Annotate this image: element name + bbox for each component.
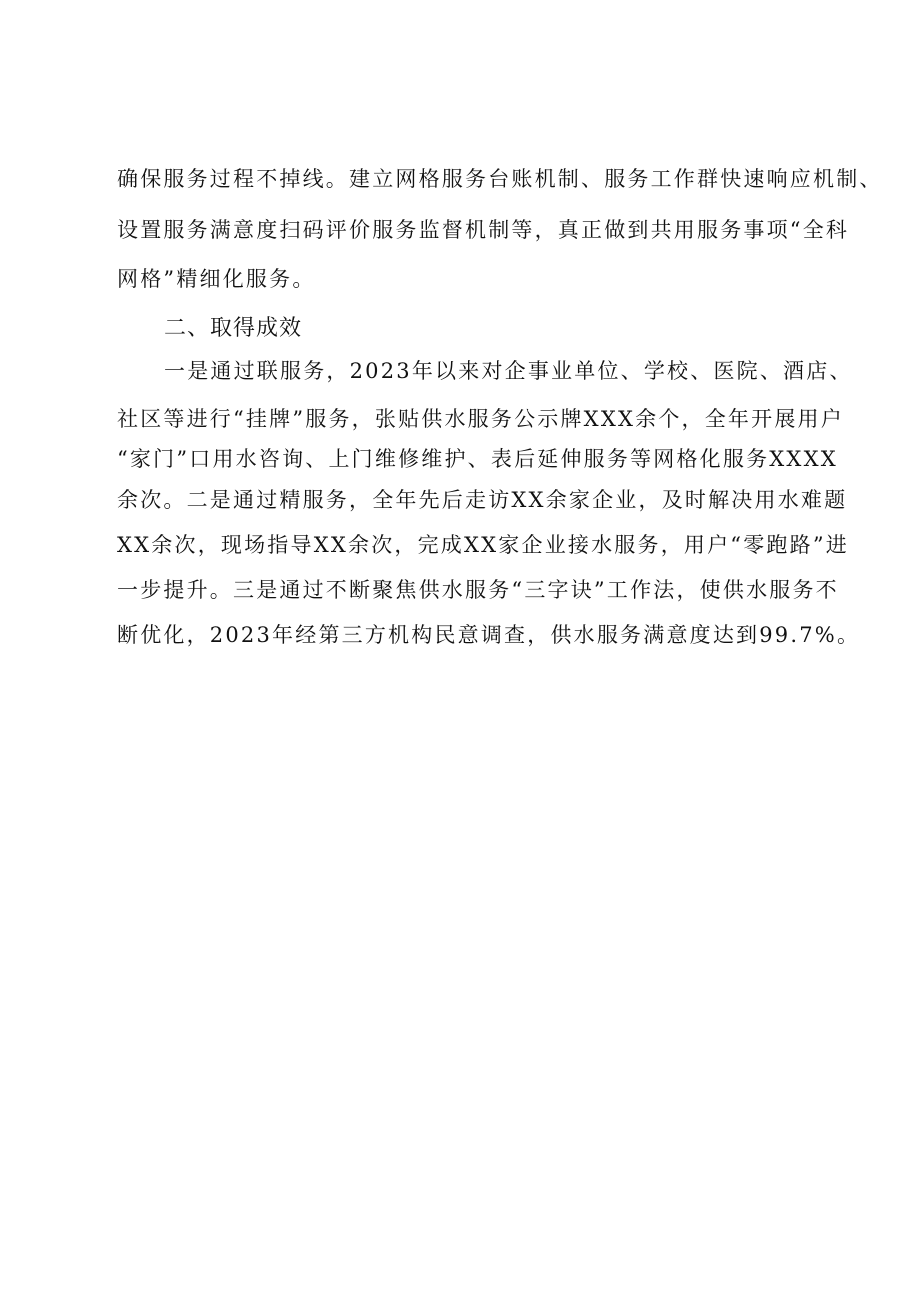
paragraph-line-5: 一是通过联服务，2023年以来对企事业单位、学校、医院、酒店、: [164, 359, 853, 383]
paragraph-line-10: 一步提升。三是通过不断聚焦供水服务“三字诀”工作法，使供水服务不: [117, 578, 839, 602]
paragraph-line-11: 断优化，2023年经第三方机构民意调查，供水服务满意度达到99.7%。: [117, 623, 861, 647]
paragraph-line-2: 设置服务满意度扫码评价服务监督机制等，真正做到共用服务事项“全科: [117, 218, 850, 242]
paragraph-line-6: 社区等进行“挂牌”服务，张贴供水服务公示牌XXX余个，全年开展用户: [117, 407, 844, 431]
paragraph-line-9: XX余次，现场指导XX余次，完成XX家企业接水服务，用户“零跑路”进: [117, 533, 849, 557]
paragraph-line-8: 余次。二是通过精服务，全年先后走访XX余家企业，及时解决用水难题: [117, 488, 848, 512]
section-heading: 二、取得成效: [164, 316, 303, 341]
paragraph-line-3: 网格”精细化服务。: [117, 267, 316, 291]
paragraph-line-1: 确保服务过程不掉线。建立网格服务台账机制、服务工作群快速响应机制、: [117, 167, 883, 191]
paragraph-line-7: “家门”口用水咨询、上门维修维护、表后延伸服务等网格化服务XXXX: [117, 447, 838, 471]
